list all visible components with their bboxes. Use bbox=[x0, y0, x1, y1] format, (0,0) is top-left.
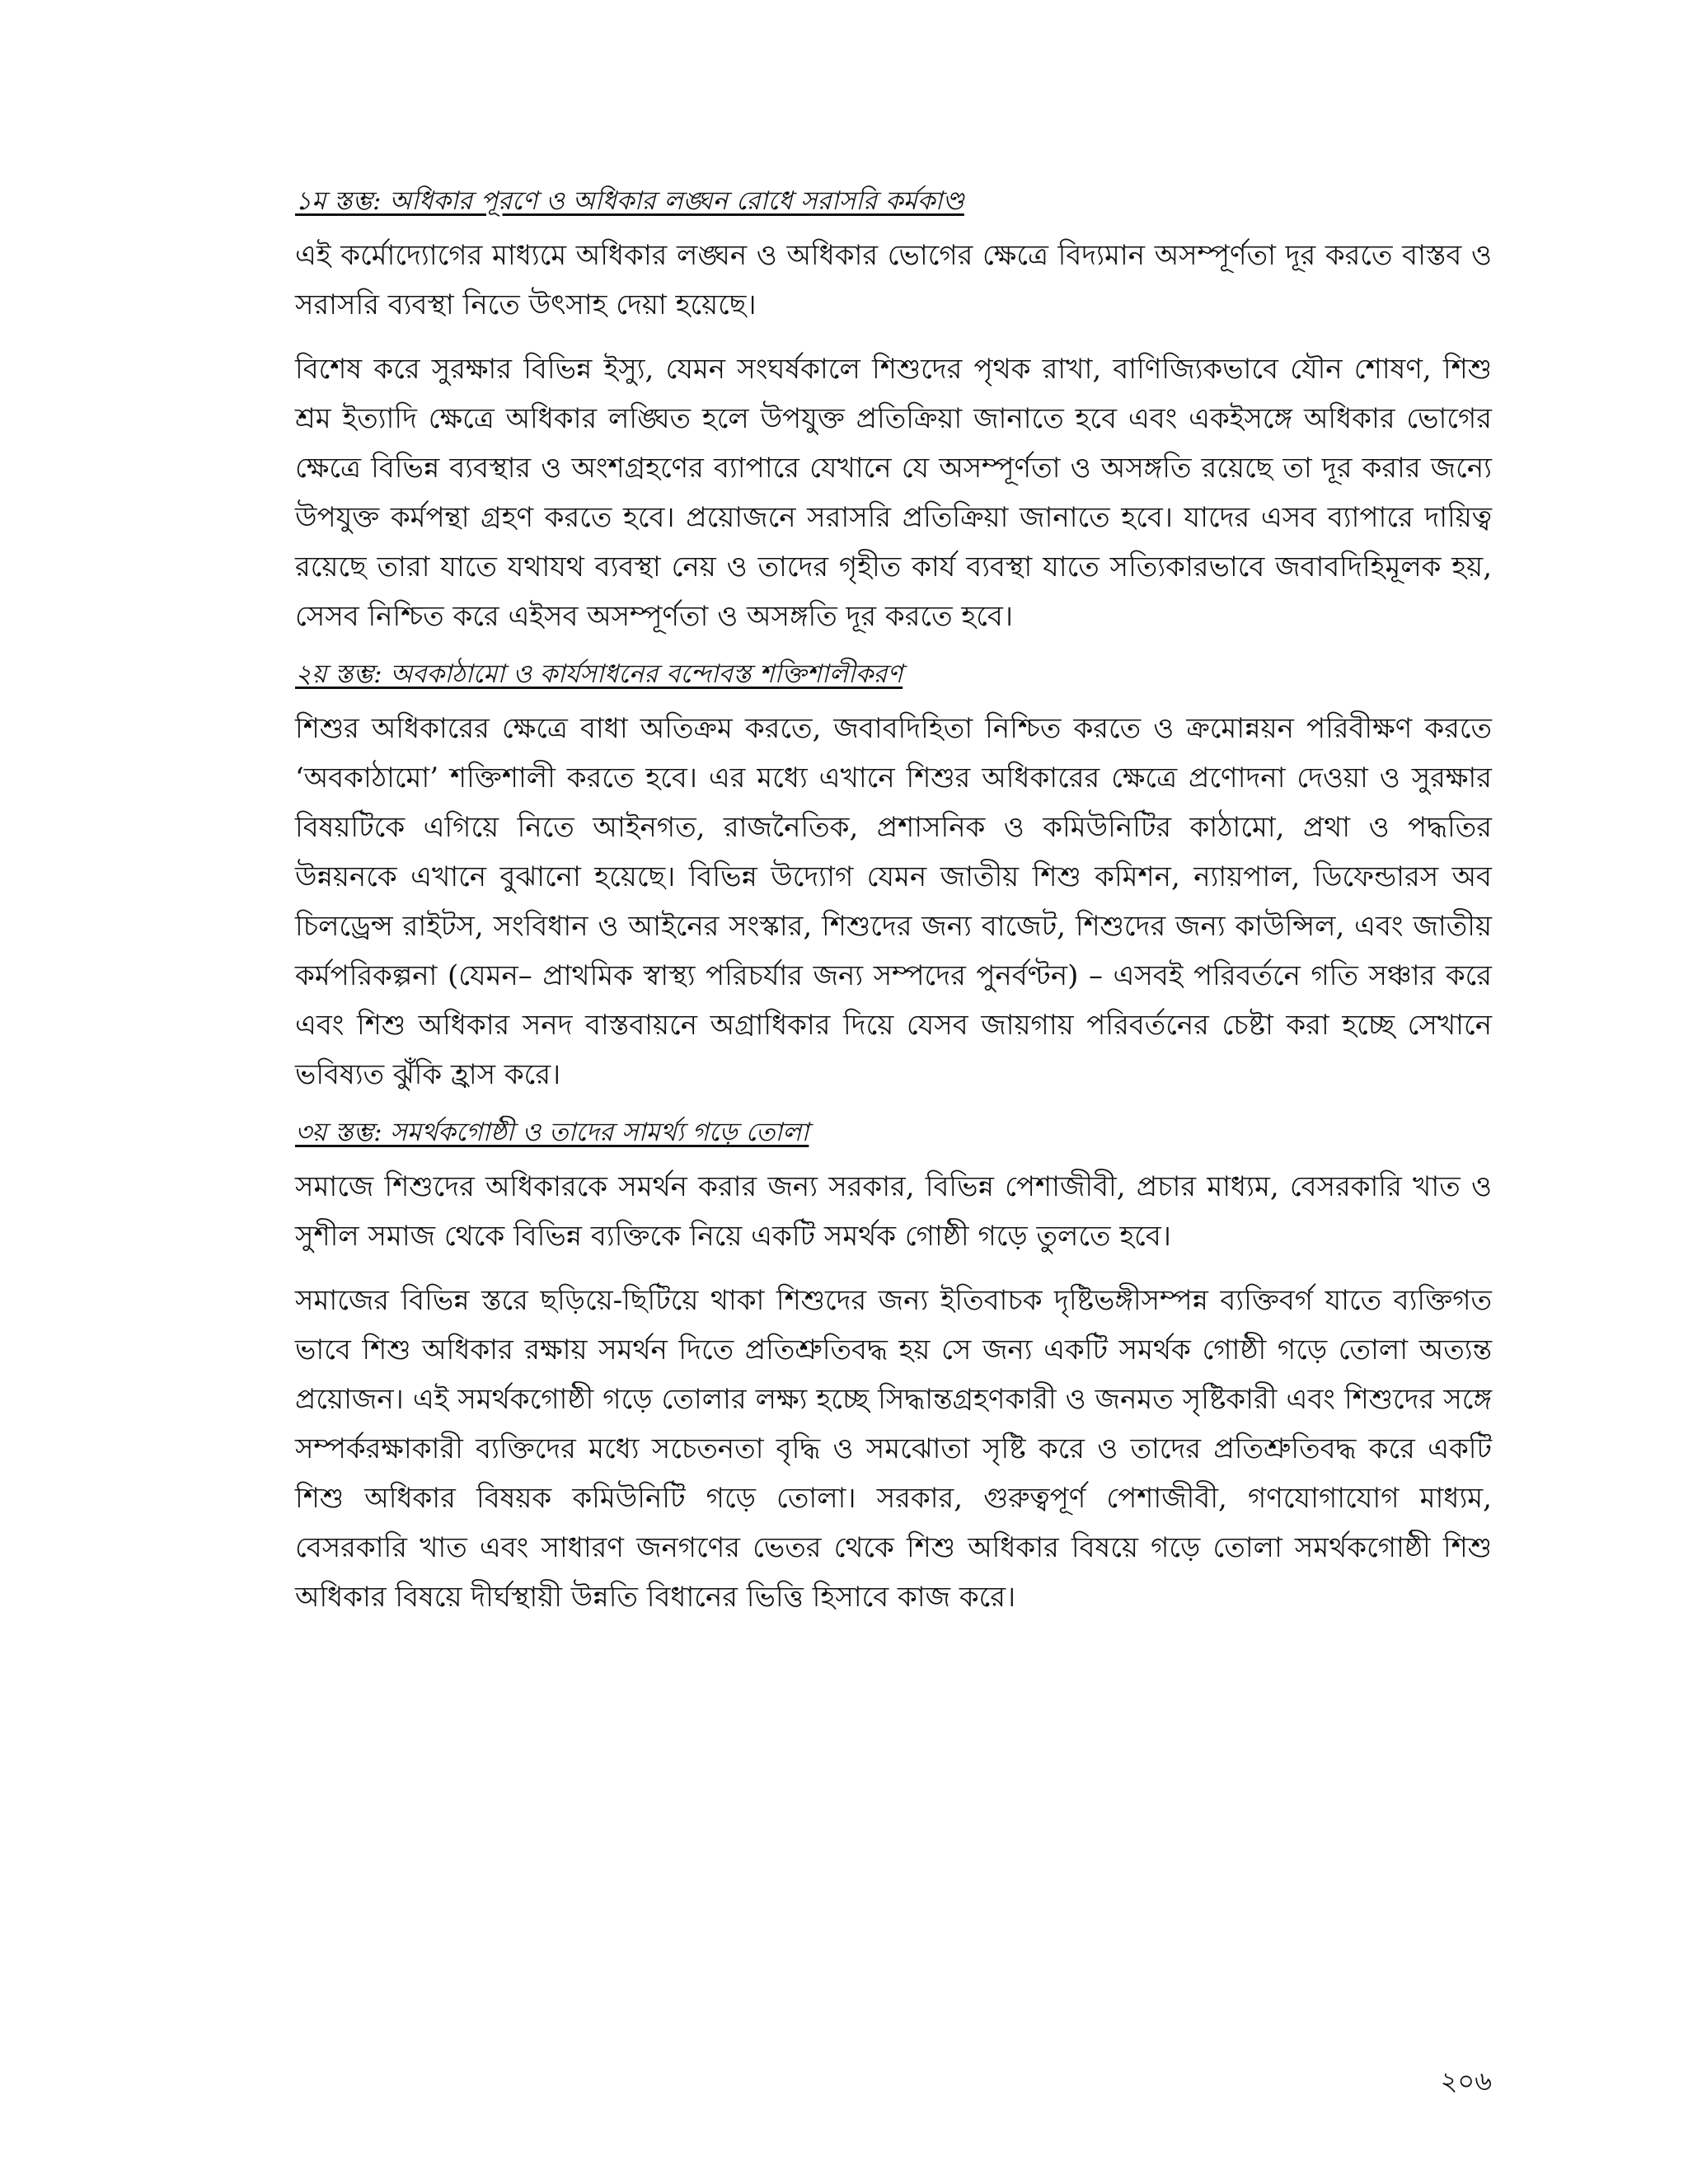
section-3-paragraph-2: সমাজের বিভিন্ন স্তরে ছড়িয়ে-ছিটিয়ে থাকা শিশুদের জন্য ইতিবাচক দৃষ্টিভঙ্গীসম্পন্ন ব্যক্তিবর্গ যাতে ব্যক্তিগত ভাবে শিশু অধিকার রক্ষায় সমর্থন দিতে প্রতিশ্রুতিবদ্ধ হয় সে জন্য একটি সমর্থক গোষ্ঠী গড়ে তোলা অত্যন্ত প্রয়োজন। এই সমর্থকগোষ্ঠী গড়ে তোলার লক্ষ্য হচ্ছে সিদ্ধান্তগ্রহণকারী ও জনমত সৃষ্টিকারী এবং শিশুদের সঙ্গে সম্পর্করক্ষাকারী ব্যক্তিদের মধ্যে সচেতনতা বৃদ্ধি ও সমঝোতা সৃষ্টি করে ও তাদের প্রতিশ্রুতিবদ্ধ করে একটি শিশু অধিকার বিষয়ক কমিউনিটি গড়ে তোলা। সরকার, গুরুত্বপূর্ণ পেশাজীবী, গণযোগাযোগ মাধ্যম, বেসরকারি খাত এবং সাধারণ জনগণের ভেতর থেকে শিশু অধিকার বিষয়ে গড়ে তোলা সমর্থকগোষ্ঠী শিশু অধিকার বিষয়ে দীর্ঘস্থায়ী উন্নতি বিধানের ভিত্তি হিসাবে কাজ করে। bbox=[295, 1284, 1492, 1614]
section-1-paragraph-2: বিশেষ করে সুরক্ষার বিভিন্ন ইস্যু, যেমন সংঘর্ষকালে শিশুদের পৃথক রাখা, বাণিজ্যিকভাবে যৌন শোষণ, শিশু শ্রম ইত্যাদি ক্ষেত্রে অধিকার লঙ্ঘিত হলে উপযুক্ত প্রতিক্রিয়া জানাতে হবে এবং একইসঙ্গে অধিকার ভোগের ক্ষেত্রে বিভিন্ন ব্যবস্থার ও অংশগ্রহণের ব্যাপারে যেখানে যে অসম্পূর্ণতা ও অসঙ্গতি রয়েছে তা দূর করার জন্যে উপযুক্ত কর্মপন্থা গ্রহণ করতে হবে। প্রয়োজনে সরাসরি প্রতিক্রিয়া জানাতে হবে। যাদের এসব ব্যাপারে দায়িত্ব রয়েছে তারা যাতে যথাযথ ব্যবস্থা নেয় ও তাদের গৃহীত কার্য ব্যবস্থা যাতে সত্যিকারভাবে জবাবদিহিমূলক হয়, সেসব নিশ্চিত করে এইসব অসম্পূর্ণতা ও অসঙ্গতি দূর করতে হবে। bbox=[295, 353, 1492, 633]
document-body bbox=[295, 183, 1492, 1637]
section-2-heading: ২য় স্তম্ভ: অবকাঠামো ও কার্যসাধনের বন্দোবস্ত শক্তিশালীকরণ bbox=[295, 659, 903, 689]
section-1-heading: ১ম স্তম্ভ: অধিকার পূরণে ও অধিকার লঙ্ঘন রোধে সরাসরি কর্মকাণ্ড bbox=[295, 186, 964, 216]
page-number: ২০৬ bbox=[1440, 2065, 1492, 2097]
section-3-paragraph-1: সমাজে শিশুদের অধিকারকে সমর্থন করার জন্য সরকার, বিভিন্ন পেশাজীবী, প্রচার মাধ্যম, বেসরকারি খাত ও সুশীল সমাজ থেকে বিভিন্ন ব্যক্তিকে নিয়ে একটি সমর্থক গোষ্ঠী গড়ে তুলতে হবে। bbox=[295, 1170, 1492, 1253]
section-3-heading: ৩য় স্তম্ভ: সমর্থকগোষ্ঠী ও তাদের সামর্থ্য গড়ে তোলা bbox=[295, 1118, 809, 1147]
section-1-paragraph-1: এই কর্মোদ্যোগের মাধ্যমে অধিকার লঙ্ঘন ও অধিকার ভোগের ক্ষেত্রে বিদ্যমান অসম্পূর্ণতা দূর করতে বাস্তব ও সরাসরি ব্যবস্থা নিতে উৎসাহ দেয়া হয়েছে। bbox=[295, 239, 1492, 321]
section-2-paragraph-1: শিশুর অধিকারের ক্ষেত্রে বাধা অতিক্রম করতে, জবাবদিহিতা নিশ্চিত করতে ও ক্রমোন্নয়ন পরিবীক্ষণ করতে ‘অবকাঠামো’ শক্তিশালী করতে হবে। এর মধ্যে এখানে শিশুর অধিকারের ক্ষেত্রে প্রণোদনা দেওয়া ও সুরক্ষার বিষয়টিকে এগিয়ে নিতে আইনগত, রাজনৈতিক, প্রশাসনিক ও কমিউনিটির কাঠামো, প্রথা ও পদ্ধতির উন্নয়নকে এখানে বুঝানো হয়েছে। বিভিন্ন উদ্যোগ যেমন জাতীয় শিশু কমিশন, ন্যায়পাল, ডিফেন্ডারস অব চিলড্রেন্স রাইটস, সংবিধান ও আইনের সংস্কার, শিশুদের জন্য বাজেট, শিশুদের জন্য কাউন্সিল, এবং জাতীয় কর্মপরিকল্পনা (যেমন– প্রাথমিক স্বাস্থ্য পরিচর্যার জন্য সম্পদের পুনর্বণ্টন) – এসবই পরিবর্তনে গতি সঞ্চার করে এবং শিশু অধিকার সনদ বাস্তবায়নে অগ্রাধিকার দিয়ে যেসব জায়গায় পরিবর্তনের চেষ্টা করা হচ্ছে সেখানে ভবিষ্যত ঝুঁকি হ্রাস করে। bbox=[295, 712, 1492, 1091]
